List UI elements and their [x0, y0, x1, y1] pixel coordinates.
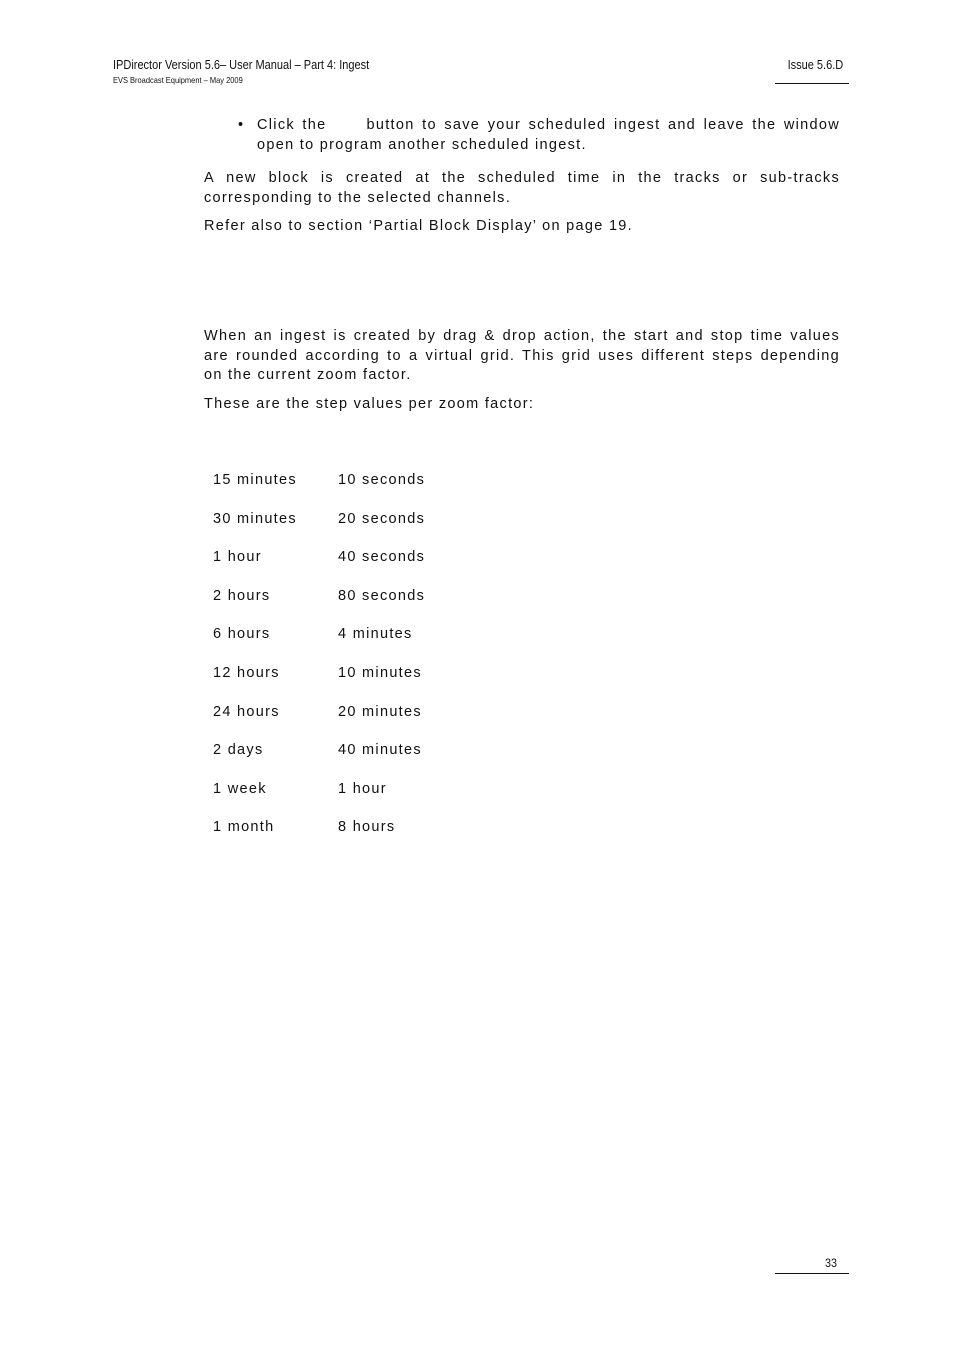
step-values-table — [213, 471, 425, 857]
step-value-cell: 20 seconds — [338, 510, 426, 527]
step-value-cell: 40 minutes — [338, 742, 422, 759]
table-row — [213, 510, 425, 549]
step-value-cell: 10 seconds — [338, 472, 426, 488]
table-row — [213, 703, 425, 742]
table-row — [213, 818, 425, 857]
page-number: 33 — [825, 1256, 838, 1270]
paragraph-step-intro: These are the step values per zoom factor: — [204, 396, 535, 412]
document-subtitle: EVS Broadcast Equipment – May 2009 — [113, 75, 243, 85]
step-value-cell: 1 hour — [338, 780, 387, 797]
zoom-factor-cell: 24 hours — [213, 703, 280, 720]
step-value-cell: 20 minutes — [338, 703, 422, 720]
zoom-factor-cell: 2 days — [213, 742, 264, 759]
issue-label: Issue 5.6.D — [787, 58, 843, 72]
paragraph-new-block: A new block is created at the scheduled time in the tracks or sub-tracks corresponding to the selected channels. — [204, 170, 840, 206]
header-divider — [775, 83, 849, 84]
table-row — [213, 664, 425, 703]
zoom-factor-cell: 2 hours — [213, 587, 271, 604]
zoom-factor-cell: 12 hours — [213, 664, 280, 681]
step-value-cell: 4 minutes — [338, 626, 413, 643]
table-row — [213, 471, 425, 510]
table-row — [213, 780, 425, 819]
step-value-cell: 40 seconds — [338, 549, 426, 566]
paragraph-drag-drop: When an ingest is created by drag & drop action, the start and stop time values are rounded according to a virtual grid. This grid uses different steps depending on the current zoom factor. — [204, 328, 840, 383]
step-value-cell: 8 hours — [338, 819, 396, 836]
table-row — [213, 548, 425, 587]
bullet-text-before: Click the — [257, 117, 327, 133]
table-row — [213, 625, 425, 664]
bullet-icon: • — [238, 117, 245, 133]
step-value-cell: 10 minutes — [338, 664, 422, 681]
zoom-factor-cell: 6 hours — [213, 626, 271, 643]
zoom-factor-cell: 30 minutes — [213, 510, 297, 527]
table-row — [213, 741, 425, 780]
zoom-factor-cell: 15 minutes — [213, 472, 297, 488]
bullet-text — [257, 116, 840, 155]
zoom-factor-cell: 1 month — [213, 819, 275, 836]
page-header — [113, 56, 849, 96]
table-row — [213, 587, 425, 626]
paragraph-refer: Refer also to section ‘Partial Block Display’ on page 19. — [204, 218, 633, 234]
zoom-factor-cell: 1 week — [213, 780, 267, 797]
bullet-text-after: button to save your scheduled ingest and leave the window open to program another scheduled ingest. — [257, 117, 840, 153]
step-value-cell: 80 seconds — [338, 587, 426, 604]
footer-divider — [775, 1273, 849, 1274]
document-title: IPDirector Version 5.6– User Manual – Part 4: Ingest — [113, 58, 370, 72]
zoom-factor-cell: 1 hour — [213, 549, 262, 566]
